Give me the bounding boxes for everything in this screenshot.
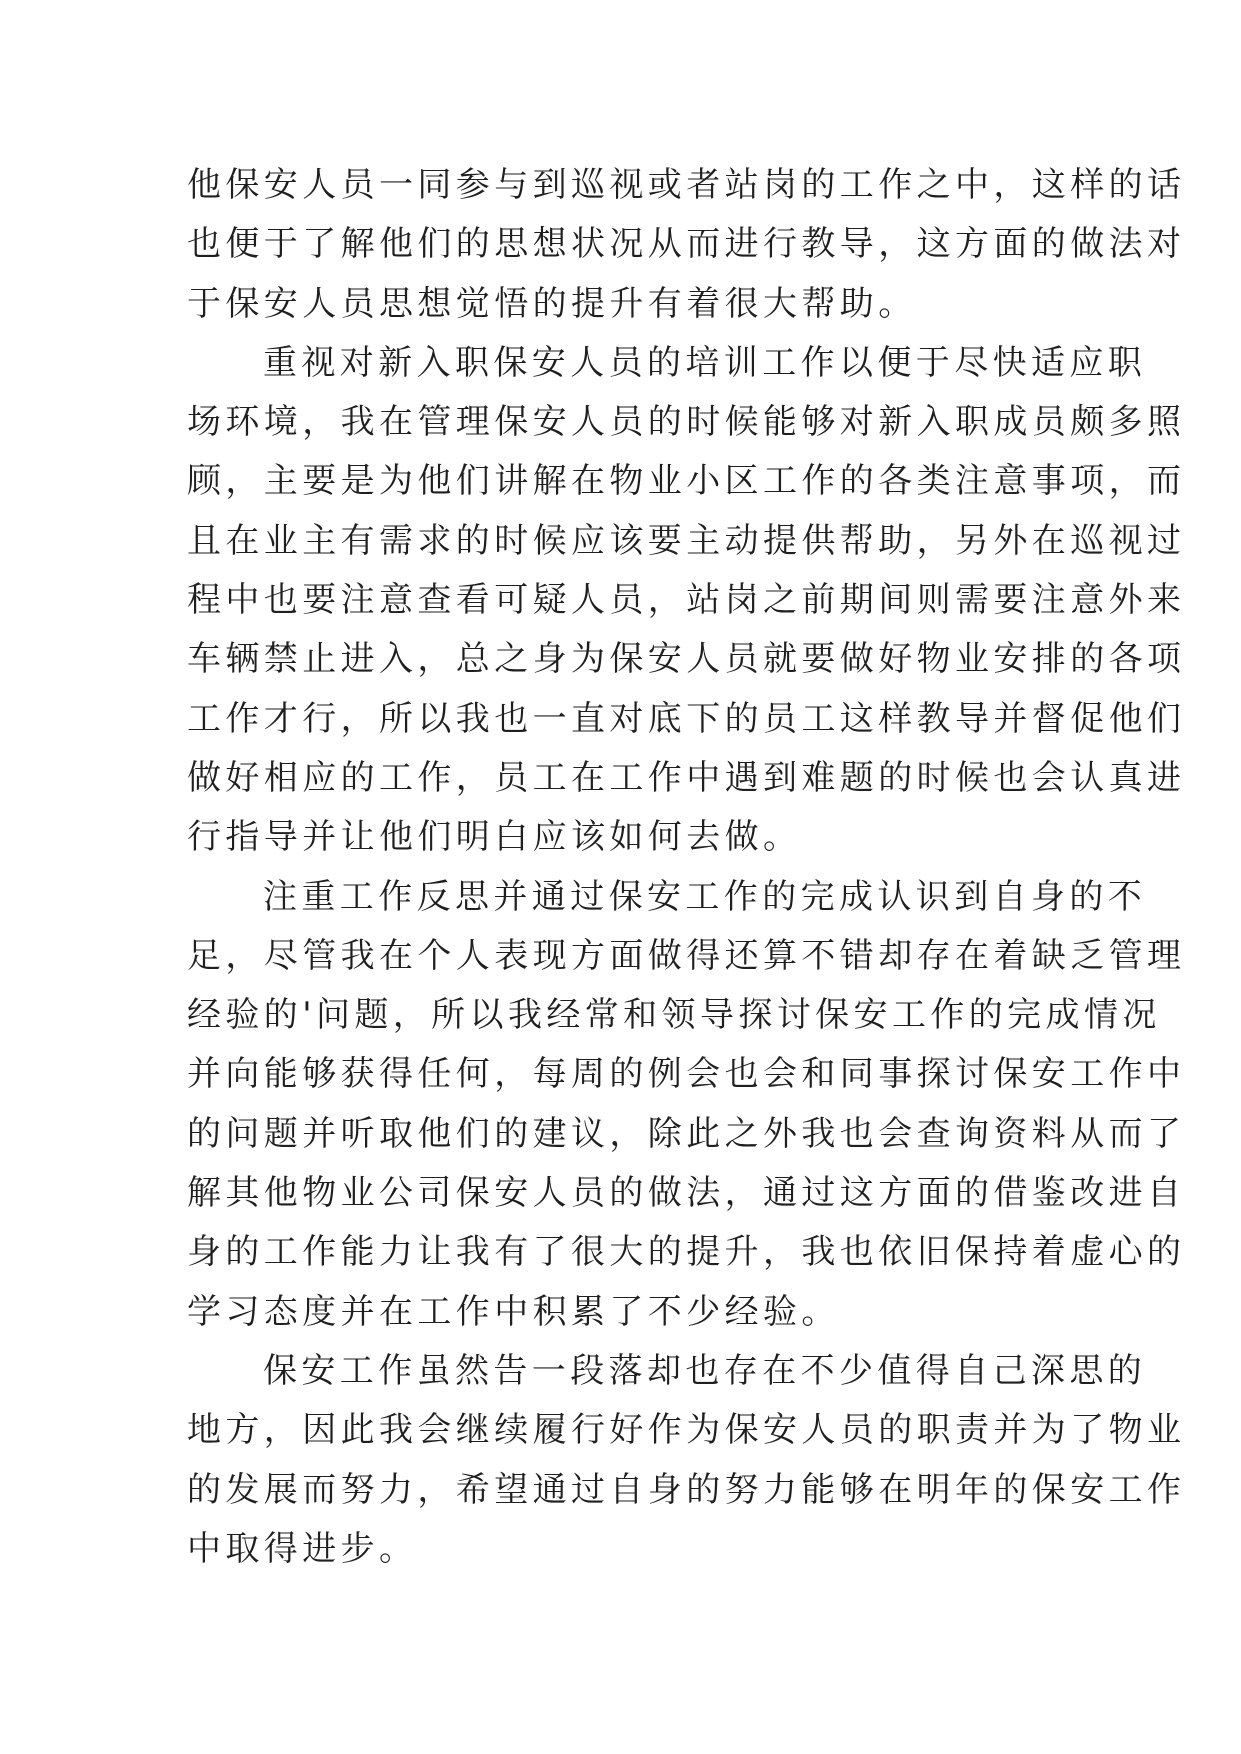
text-line: 的问题并听取他们的建议，除此之外我也会查询资料从而了	[187, 1113, 1186, 1154]
text-line: 做好相应的工作，员工在工作中遇到难题的时候也会认真进	[187, 757, 1186, 798]
text-line: 地方，因此我会继续履行好作为保安人员的职责并为了物业	[187, 1410, 1186, 1451]
text-line: 保安工作虽然告一段落却也存在不少值得自己深思的	[263, 1350, 1147, 1391]
text-line: 行指导并让他们明白应该如何去做。	[187, 817, 802, 858]
paragraph-2	[187, 334, 1186, 868]
text-line: 足，尽管我在个人表现方面做得还算不错却存在着缺乏管理	[187, 935, 1186, 976]
paragraph-4	[187, 1342, 1186, 1579]
text-line: 于保安人员思想觉悟的提升有着很大帮助。	[187, 283, 917, 324]
text-line: 也便于了解他们的思想状况从而进行教导，这方面的做法对	[187, 224, 1186, 265]
paragraph-3	[187, 868, 1186, 1342]
text-line: 顾，主要是为他们讲解在物业小区工作的各类注意事项，而	[187, 461, 1186, 502]
text-line: 车辆禁止进入，总之身为保安人员就要做好物业安排的各项	[187, 639, 1186, 680]
text-line: 场环境，我在管理保安人员的时候能够对新入职成员颇多照	[187, 402, 1186, 443]
text-line: 程中也要注意查看可疑人员，站岗之前期间则需要注意外来	[187, 580, 1186, 621]
text-line: 身的工作能力让我有了很大的提升，我也依旧保持着虚心的	[187, 1232, 1186, 1273]
text-line: 注重工作反思并通过保安工作的完成认识到自身的不	[263, 876, 1147, 917]
text-line: 并向能够获得任何，每周的例会也会和同事探讨保安工作中	[187, 1054, 1186, 1095]
text-line: 中取得进步。	[187, 1528, 418, 1569]
text-line: 工作才行，所以我也一直对底下的员工这样教导并督促他们	[187, 698, 1186, 739]
text-line: 且在业主有需求的时候应该要主动提供帮助，另外在巡视过	[187, 520, 1186, 561]
text-line: 解其他物业公司保安人员的做法，通过这方面的借鉴改进自	[187, 1173, 1186, 1214]
text-line: 学习态度并在工作中积累了不少经验。	[187, 1291, 840, 1332]
text-line: 他保安人员一同参与到巡视或者站岗的工作之中，这样的话	[187, 165, 1186, 205]
document-body	[187, 156, 1186, 1579]
paragraph-1	[187, 156, 1186, 334]
text-line: 经验的'问题，所以我经常和领导探讨保安工作的完成情况	[187, 995, 1161, 1036]
text-line: 的发展而努力，希望通过自身的努力能够在明年的保安工作	[187, 1469, 1186, 1510]
text-line: 重视对新入职保安人员的培训工作以便于尽快适应职	[263, 342, 1147, 383]
